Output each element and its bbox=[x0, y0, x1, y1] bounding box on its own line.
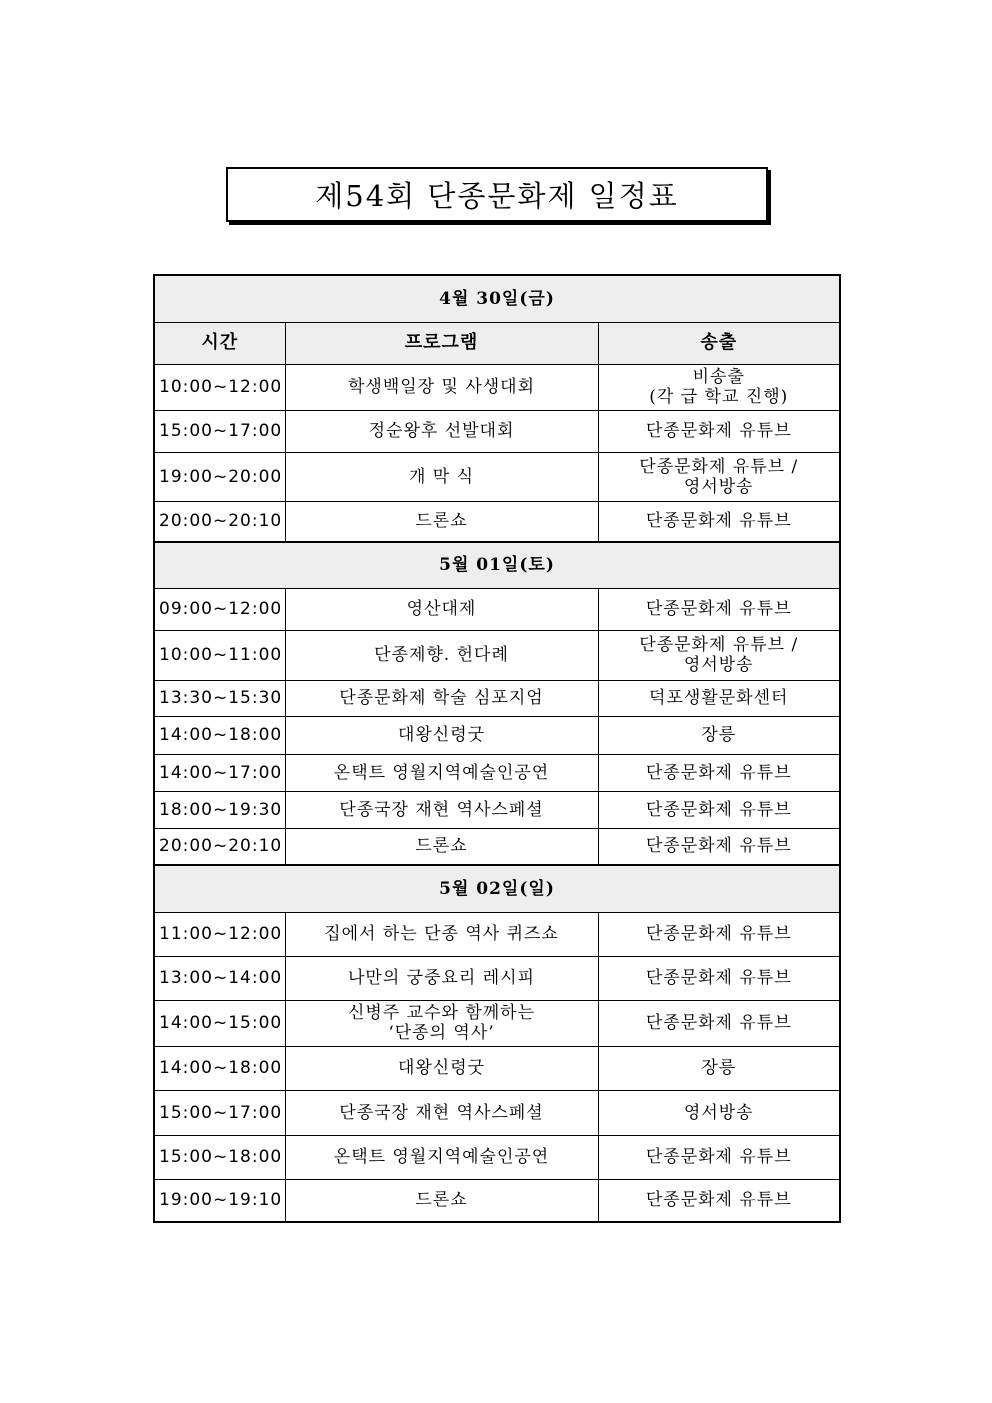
broadcast-cell bbox=[598, 1179, 840, 1222]
table-row bbox=[154, 912, 840, 956]
table-row bbox=[154, 501, 840, 542]
program-cell bbox=[285, 754, 598, 791]
program-cell bbox=[285, 364, 598, 410]
day-label: 5월 02일(일) bbox=[154, 865, 840, 912]
program-text: 영산대제 bbox=[406, 599, 477, 619]
broadcast-cell bbox=[598, 912, 840, 956]
table-row bbox=[154, 1179, 840, 1222]
time-cell: 15:00~17:00 bbox=[154, 1090, 285, 1135]
broadcast-text: 비송출 bbox=[692, 367, 745, 387]
time-cell: 13:00~14:00 bbox=[154, 956, 285, 1000]
broadcast-text-line2: 영서방송 bbox=[683, 655, 754, 675]
program-text: 단종국장 재현 역사스페셜 bbox=[339, 1102, 544, 1123]
program-text: 드론쇼 bbox=[415, 836, 468, 857]
broadcast-cell bbox=[598, 364, 840, 410]
broadcast-text: 단종문화제 유튜브 bbox=[645, 968, 792, 988]
program-text-line2: ‘단종의 역사’ bbox=[388, 1023, 495, 1043]
broadcast-text: 덕포생활문화센터 bbox=[649, 688, 789, 708]
broadcast-cell bbox=[598, 754, 840, 791]
table-row bbox=[154, 410, 840, 452]
table-row bbox=[154, 364, 840, 410]
broadcast-text: 장릉 bbox=[701, 1058, 737, 1078]
broadcast-cell bbox=[598, 956, 840, 1000]
program-text: 대왕신령굿 bbox=[397, 725, 486, 745]
broadcast-text: 단종문화제 유튜브 bbox=[645, 762, 792, 783]
program-cell bbox=[285, 452, 598, 501]
time-cell: 20:00~20:10 bbox=[154, 828, 285, 865]
day-header-row bbox=[154, 275, 840, 322]
broadcast-text: 단종문화제 유튜브 / bbox=[639, 635, 799, 655]
program-text: 온택트 영월지역예술인공연 bbox=[333, 762, 550, 783]
page-title: 제54회 단종문화제 일정표 bbox=[315, 179, 679, 213]
program-cell bbox=[285, 912, 598, 956]
program-text: 학생백일장 및 사생대회 bbox=[347, 377, 536, 397]
program-text: 드론쇼 bbox=[415, 1190, 468, 1211]
time-cell: 20:00~20:10 bbox=[154, 501, 285, 542]
program-cell bbox=[285, 1179, 598, 1222]
day-header-row bbox=[154, 542, 840, 588]
program-text: 나만의 궁중요리 레시피 bbox=[347, 968, 536, 988]
program-cell bbox=[285, 1135, 598, 1179]
table-row bbox=[154, 1046, 840, 1090]
time-cell: 19:00~19:10 bbox=[154, 1179, 285, 1222]
program-text: 단종문화제 학술 심포지엄 bbox=[339, 688, 544, 708]
broadcast-cell bbox=[598, 716, 840, 754]
table-row bbox=[154, 680, 840, 716]
broadcast-cell bbox=[598, 1135, 840, 1179]
broadcast-text: 장릉 bbox=[701, 725, 737, 745]
broadcast-text: 단종문화제 유튜브 bbox=[645, 1190, 792, 1211]
day-label: 4월 30일(금) bbox=[154, 275, 840, 322]
program-cell bbox=[285, 716, 598, 754]
table-row bbox=[154, 716, 840, 754]
broadcast-cell bbox=[598, 410, 840, 452]
program-cell bbox=[285, 1046, 598, 1090]
broadcast-text: 단종문화제 유튜브 bbox=[645, 836, 792, 857]
broadcast-text: 단종문화제 유튜브 bbox=[645, 421, 792, 441]
column-header-row bbox=[154, 322, 840, 364]
table-row bbox=[154, 956, 840, 1000]
table-row bbox=[154, 828, 840, 865]
program-text: 대왕신령굿 bbox=[397, 1058, 486, 1078]
title-box bbox=[226, 167, 768, 222]
program-cell bbox=[285, 1090, 598, 1135]
column-header-broadcast: 송출 bbox=[598, 322, 840, 364]
broadcast-text: 단종문화제 유튜브 bbox=[645, 511, 792, 532]
table-row bbox=[154, 630, 840, 680]
time-cell: 18:00~19:30 bbox=[154, 791, 285, 828]
broadcast-cell bbox=[598, 1046, 840, 1090]
broadcast-text: 단종문화제 유튜브 bbox=[645, 599, 792, 619]
time-cell: 13:30~15:30 bbox=[154, 680, 285, 716]
program-text: 개 막 식 bbox=[408, 466, 475, 487]
broadcast-cell bbox=[598, 791, 840, 828]
broadcast-text: 단종문화제 유튜브 bbox=[645, 799, 792, 820]
table-row bbox=[154, 1135, 840, 1179]
broadcast-cell bbox=[598, 452, 840, 501]
time-cell: 15:00~18:00 bbox=[154, 1135, 285, 1179]
time-cell: 15:00~17:00 bbox=[154, 410, 285, 452]
time-cell: 10:00~11:00 bbox=[154, 630, 285, 680]
program-cell bbox=[285, 410, 598, 452]
program-text: 신병주 교수와 함께하는 bbox=[347, 1003, 536, 1023]
time-cell: 14:00~18:00 bbox=[154, 1046, 285, 1090]
day-label: 5월 01일(토) bbox=[154, 542, 840, 588]
table-row bbox=[154, 754, 840, 791]
program-text: 온택트 영월지역예술인공연 bbox=[333, 1147, 550, 1167]
program-cell bbox=[285, 1000, 598, 1046]
table-row bbox=[154, 1000, 840, 1046]
column-header-program: 프로그램 bbox=[285, 322, 598, 364]
broadcast-text: 단종문화제 유튜브 bbox=[645, 1013, 792, 1033]
program-cell bbox=[285, 630, 598, 680]
time-cell: 14:00~17:00 bbox=[154, 754, 285, 791]
time-cell: 11:00~12:00 bbox=[154, 912, 285, 956]
broadcast-cell bbox=[598, 588, 840, 630]
table-row bbox=[154, 1090, 840, 1135]
broadcast-text: 단종문화제 유튜브 bbox=[645, 924, 792, 944]
day-header-row bbox=[154, 865, 840, 912]
broadcast-cell bbox=[598, 680, 840, 716]
program-text: 정순왕후 선발대회 bbox=[368, 421, 515, 441]
program-cell bbox=[285, 501, 598, 542]
time-cell: 14:00~15:00 bbox=[154, 1000, 285, 1046]
schedule-table bbox=[153, 274, 841, 1223]
time-cell: 09:00~12:00 bbox=[154, 588, 285, 630]
time-cell: 14:00~18:00 bbox=[154, 716, 285, 754]
broadcast-text-line2: 영서방송 bbox=[683, 476, 754, 497]
broadcast-cell bbox=[598, 828, 840, 865]
program-cell bbox=[285, 791, 598, 828]
broadcast-text: 영서방송 bbox=[683, 1102, 754, 1123]
program-cell bbox=[285, 828, 598, 865]
broadcast-text: 단종문화제 유튜브 bbox=[645, 1147, 792, 1167]
broadcast-cell bbox=[598, 501, 840, 542]
program-cell bbox=[285, 588, 598, 630]
table-row bbox=[154, 452, 840, 501]
broadcast-text-line2: (각 급 학교 진행) bbox=[649, 387, 789, 407]
table-row bbox=[154, 588, 840, 630]
time-cell: 10:00~12:00 bbox=[154, 364, 285, 410]
program-cell bbox=[285, 956, 598, 1000]
time-cell: 19:00~20:00 bbox=[154, 452, 285, 501]
program-text: 단종제향. 헌다례 bbox=[374, 645, 509, 665]
column-header-time: 시간 bbox=[154, 322, 285, 364]
program-text: 드론쇼 bbox=[415, 511, 468, 532]
program-text: 단종국장 재현 역사스페셜 bbox=[339, 799, 544, 820]
broadcast-cell bbox=[598, 1000, 840, 1046]
program-cell bbox=[285, 680, 598, 716]
broadcast-cell bbox=[598, 630, 840, 680]
program-text: 집에서 하는 단종 역사 퀴즈쇼 bbox=[324, 924, 559, 944]
broadcast-text: 단종문화제 유튜브 / bbox=[639, 456, 799, 477]
schedule-body bbox=[154, 275, 840, 1222]
broadcast-cell bbox=[598, 1090, 840, 1135]
table-row bbox=[154, 791, 840, 828]
